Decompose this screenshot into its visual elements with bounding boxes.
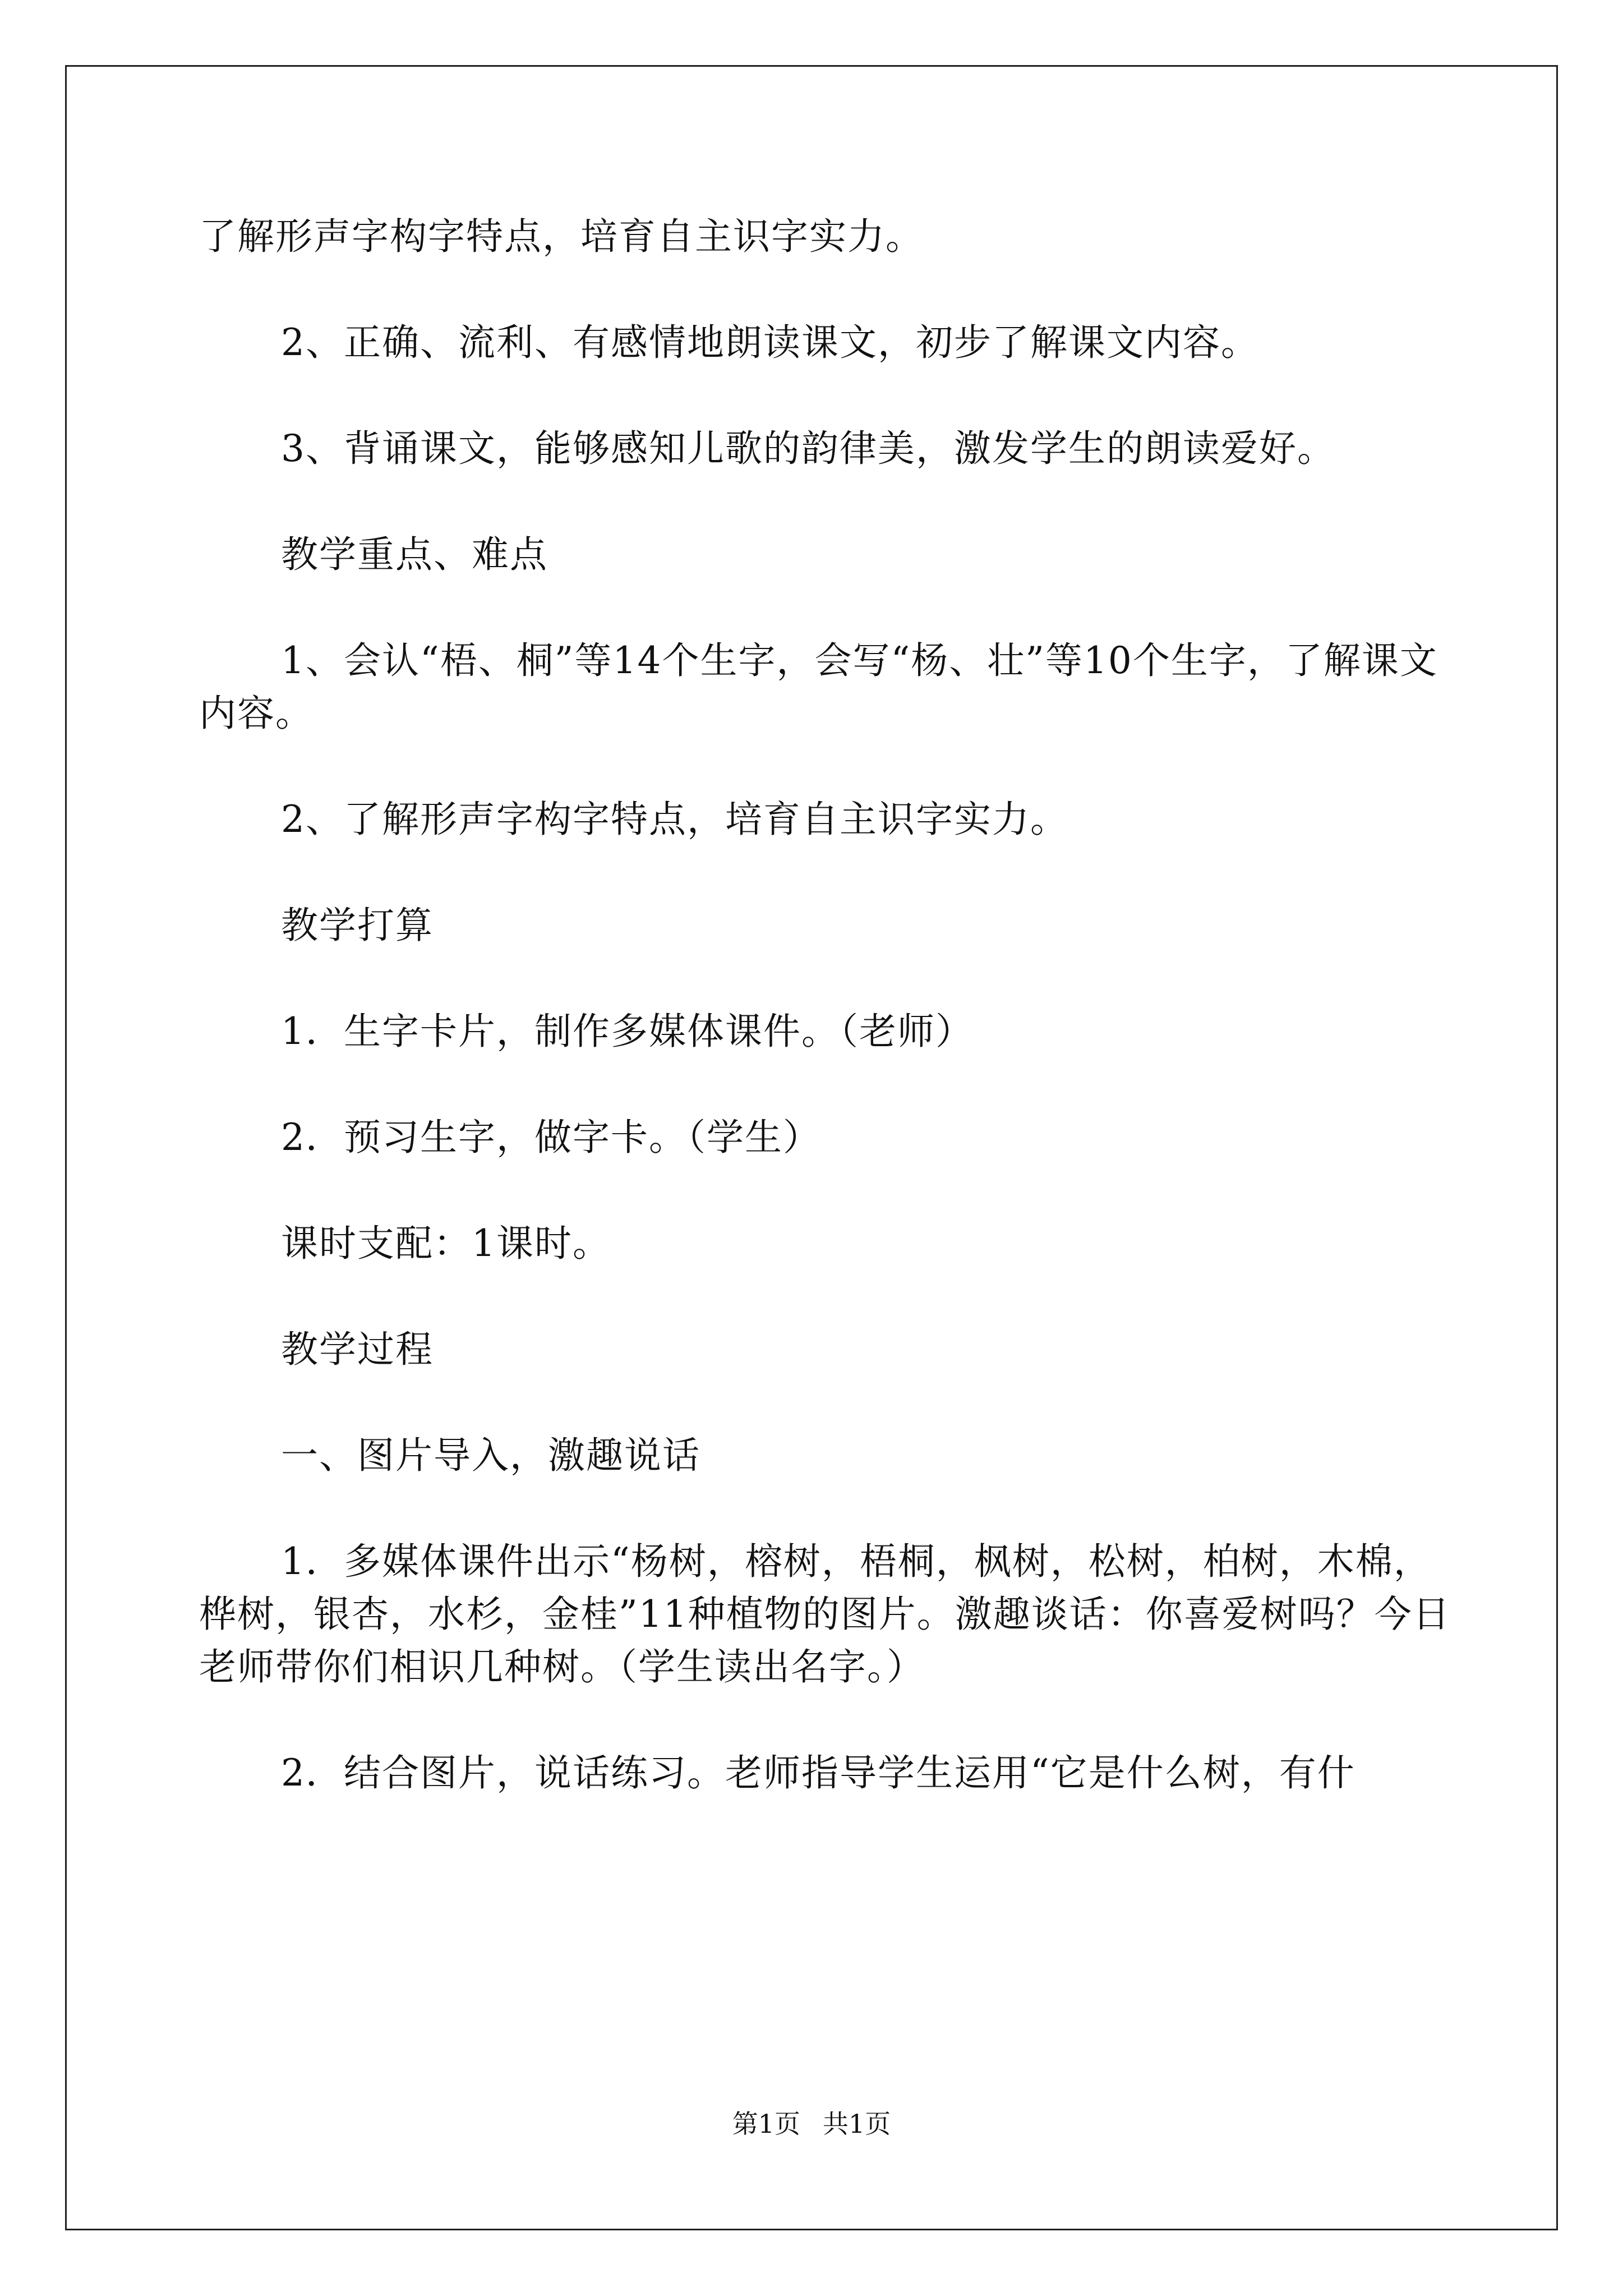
- paragraph-2: 2、正确、流利、有感情地朗读课文，初步了解课文内容。: [281, 321, 1259, 364]
- page-footer: [0, 2107, 1623, 2141]
- paragraph-13: 1．多媒体课件出示“杨树，榕树，梧桐，枫树，松树，柏树，木棉，桦树，银杏，水杉，金桂”11种植物的图片。激趣谈话：你喜爱树吗？今日老师带你们相识几种树。（学生读出名字。）: [199, 1540, 1451, 1688]
- paragraph-1: 了解形声字构字特点，培育自主识字实力。: [199, 215, 924, 258]
- paragraph-8: 1．生字卡片，制作多媒体课件。（老师）: [281, 1010, 974, 1053]
- paragraph-3: 3、背诵课文，能够感知儿歌的韵律美，激发学生的朗读爱好。: [281, 427, 1335, 470]
- paragraph-12: 一、图片导入，激趣说话: [281, 1434, 700, 1477]
- page-number-current: 第1页: [732, 2109, 800, 2139]
- paragraph-14: 2．结合图片，说话练习。老师指导学生运用“它是什么树，有什: [281, 1751, 1355, 1795]
- paragraph-10: 课时支配：1课时。: [281, 1222, 611, 1265]
- page-number-total: 共1页: [823, 2109, 891, 2139]
- section-heading-preparation: 教学打算: [281, 904, 434, 947]
- paragraph-5: 1、会认“梧、桐”等14个生字，会写“杨、壮”等10个生字，了解课文内容。: [199, 639, 1438, 735]
- paragraph-9: 2．预习生字，做字卡。（学生）: [281, 1116, 821, 1159]
- paragraph-6: 2、了解形声字构字特点，培育自主识字实力。: [281, 798, 1068, 841]
- document-body: [199, 210, 1461, 1800]
- section-heading-key-points: 教学重点、难点: [281, 533, 548, 576]
- section-heading-process: 教学过程: [281, 1328, 434, 1371]
